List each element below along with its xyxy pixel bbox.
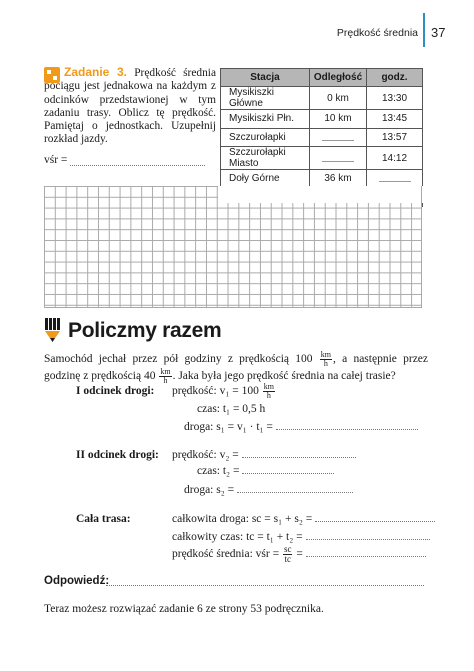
segment2-distance-line[interactable] [237,491,353,493]
cell-station: Szczurołapki [221,128,310,147]
footer-note: Teraz możesz rozwiązać zadanie 6 ze strony 53 podręcznika. [44,603,324,615]
vsr-answer-row [44,154,214,166]
unit-kmh: $\frac{km}{h}$ [320,350,331,368]
cell-time: 13:30 [367,87,423,110]
problem-text: Samochód jechał przez pół godziny z prędkością 100 [44,353,313,366]
table-row [221,128,423,147]
task-body: Prędkość średnia pociągu jest jednakowa na każdym z odcinków przedstawionej w tym zadaniu trasy. Oblicz tę prędkość. Pamiętaj o jednostkach. Uzupełnij rozkład jazdy. [44,67,217,146]
segment2-distance: droga: s₂ = [184,484,353,496]
segment2-speed: prędkość: v₂ = [172,449,356,461]
table-row [221,87,423,110]
cell-distance: 10 km [310,110,367,129]
problem-text: , a następnie przez godzinę [44,353,429,383]
cell-station: Mysikiszki Płn. [221,110,310,129]
whole-speed: prędkość średnia: vśr = $\frac{sc}{tc}$ = [172,545,426,564]
whole-distance: całkowita droga: sc = s₁ + s₂ = [172,513,435,525]
pencil-icon [44,318,62,342]
unit-kmh: $\frac{km}{h}$ [160,367,171,386]
cell-time: 13:45 [367,110,423,129]
whole-time-line[interactable] [306,538,430,540]
problem-statement [44,351,428,385]
cell-time: 14:12 [367,147,423,170]
running-header-title: Prędkość średnia [336,27,418,39]
vsr-answer-line[interactable] [70,165,205,166]
segment2-label: II odcinek drogi: [76,449,159,461]
segment1-time: czas: t₁ = 0,5 h [197,403,266,415]
table-row [221,147,423,170]
task-label: Zadanie 3. [64,65,128,79]
cell-distance: 36 km [310,170,367,189]
squared-grid[interactable] [44,186,422,308]
column-header-time: godz. [367,69,423,87]
answer-label: Odpowiedź: [44,575,110,587]
segment1-distance: droga: s₁ = v₁ · t₁ = [184,421,418,433]
segment1-speed: prędkość: v₁ = 100 $\frac{km}{h}$ [172,382,274,400]
cell-time: 13:57 [367,128,423,147]
problem-text: z prędkością 40 [83,370,156,383]
problem-text: . Jaka była jego prędkość średnia na całej trasie? [172,370,396,383]
segment2-time-line[interactable] [242,472,334,474]
cell-station: Szczurołapki Miasto [221,147,310,170]
segment1-distance-line[interactable] [276,428,418,430]
cell-distance[interactable] [310,147,367,170]
column-header-station: Stacja [221,69,310,87]
vsr-label: vśr = [44,154,68,166]
section-title: Policzmy razem [68,319,222,342]
blank-fill-line[interactable] [379,172,411,182]
segment2-time: czas: t₂ = [197,465,334,477]
cell-station: Mysikiszki Główne [221,87,310,110]
header-divider [423,13,425,47]
whole-time: całkowity czas: tc = t₁ + t₂ = [172,531,430,543]
whole-route-label: Cała trasa: [76,513,131,525]
column-header-distance: Odległość [310,69,367,87]
page-number: 37 [431,25,446,40]
cell-distance: 0 km [310,87,367,110]
blank-fill-line[interactable] [322,131,354,141]
whole-speed-line[interactable] [306,555,426,557]
task-description [44,66,216,147]
cell-distance[interactable] [310,128,367,147]
blank-fill-line[interactable] [322,152,354,162]
cell-station: Doły Górne [221,170,310,189]
table-row [221,110,423,129]
segment2-speed-line[interactable] [242,456,356,458]
answer-line[interactable] [106,585,424,586]
whole-distance-line[interactable] [315,520,435,522]
segment1-label: I odcinek drogi: [76,385,155,397]
